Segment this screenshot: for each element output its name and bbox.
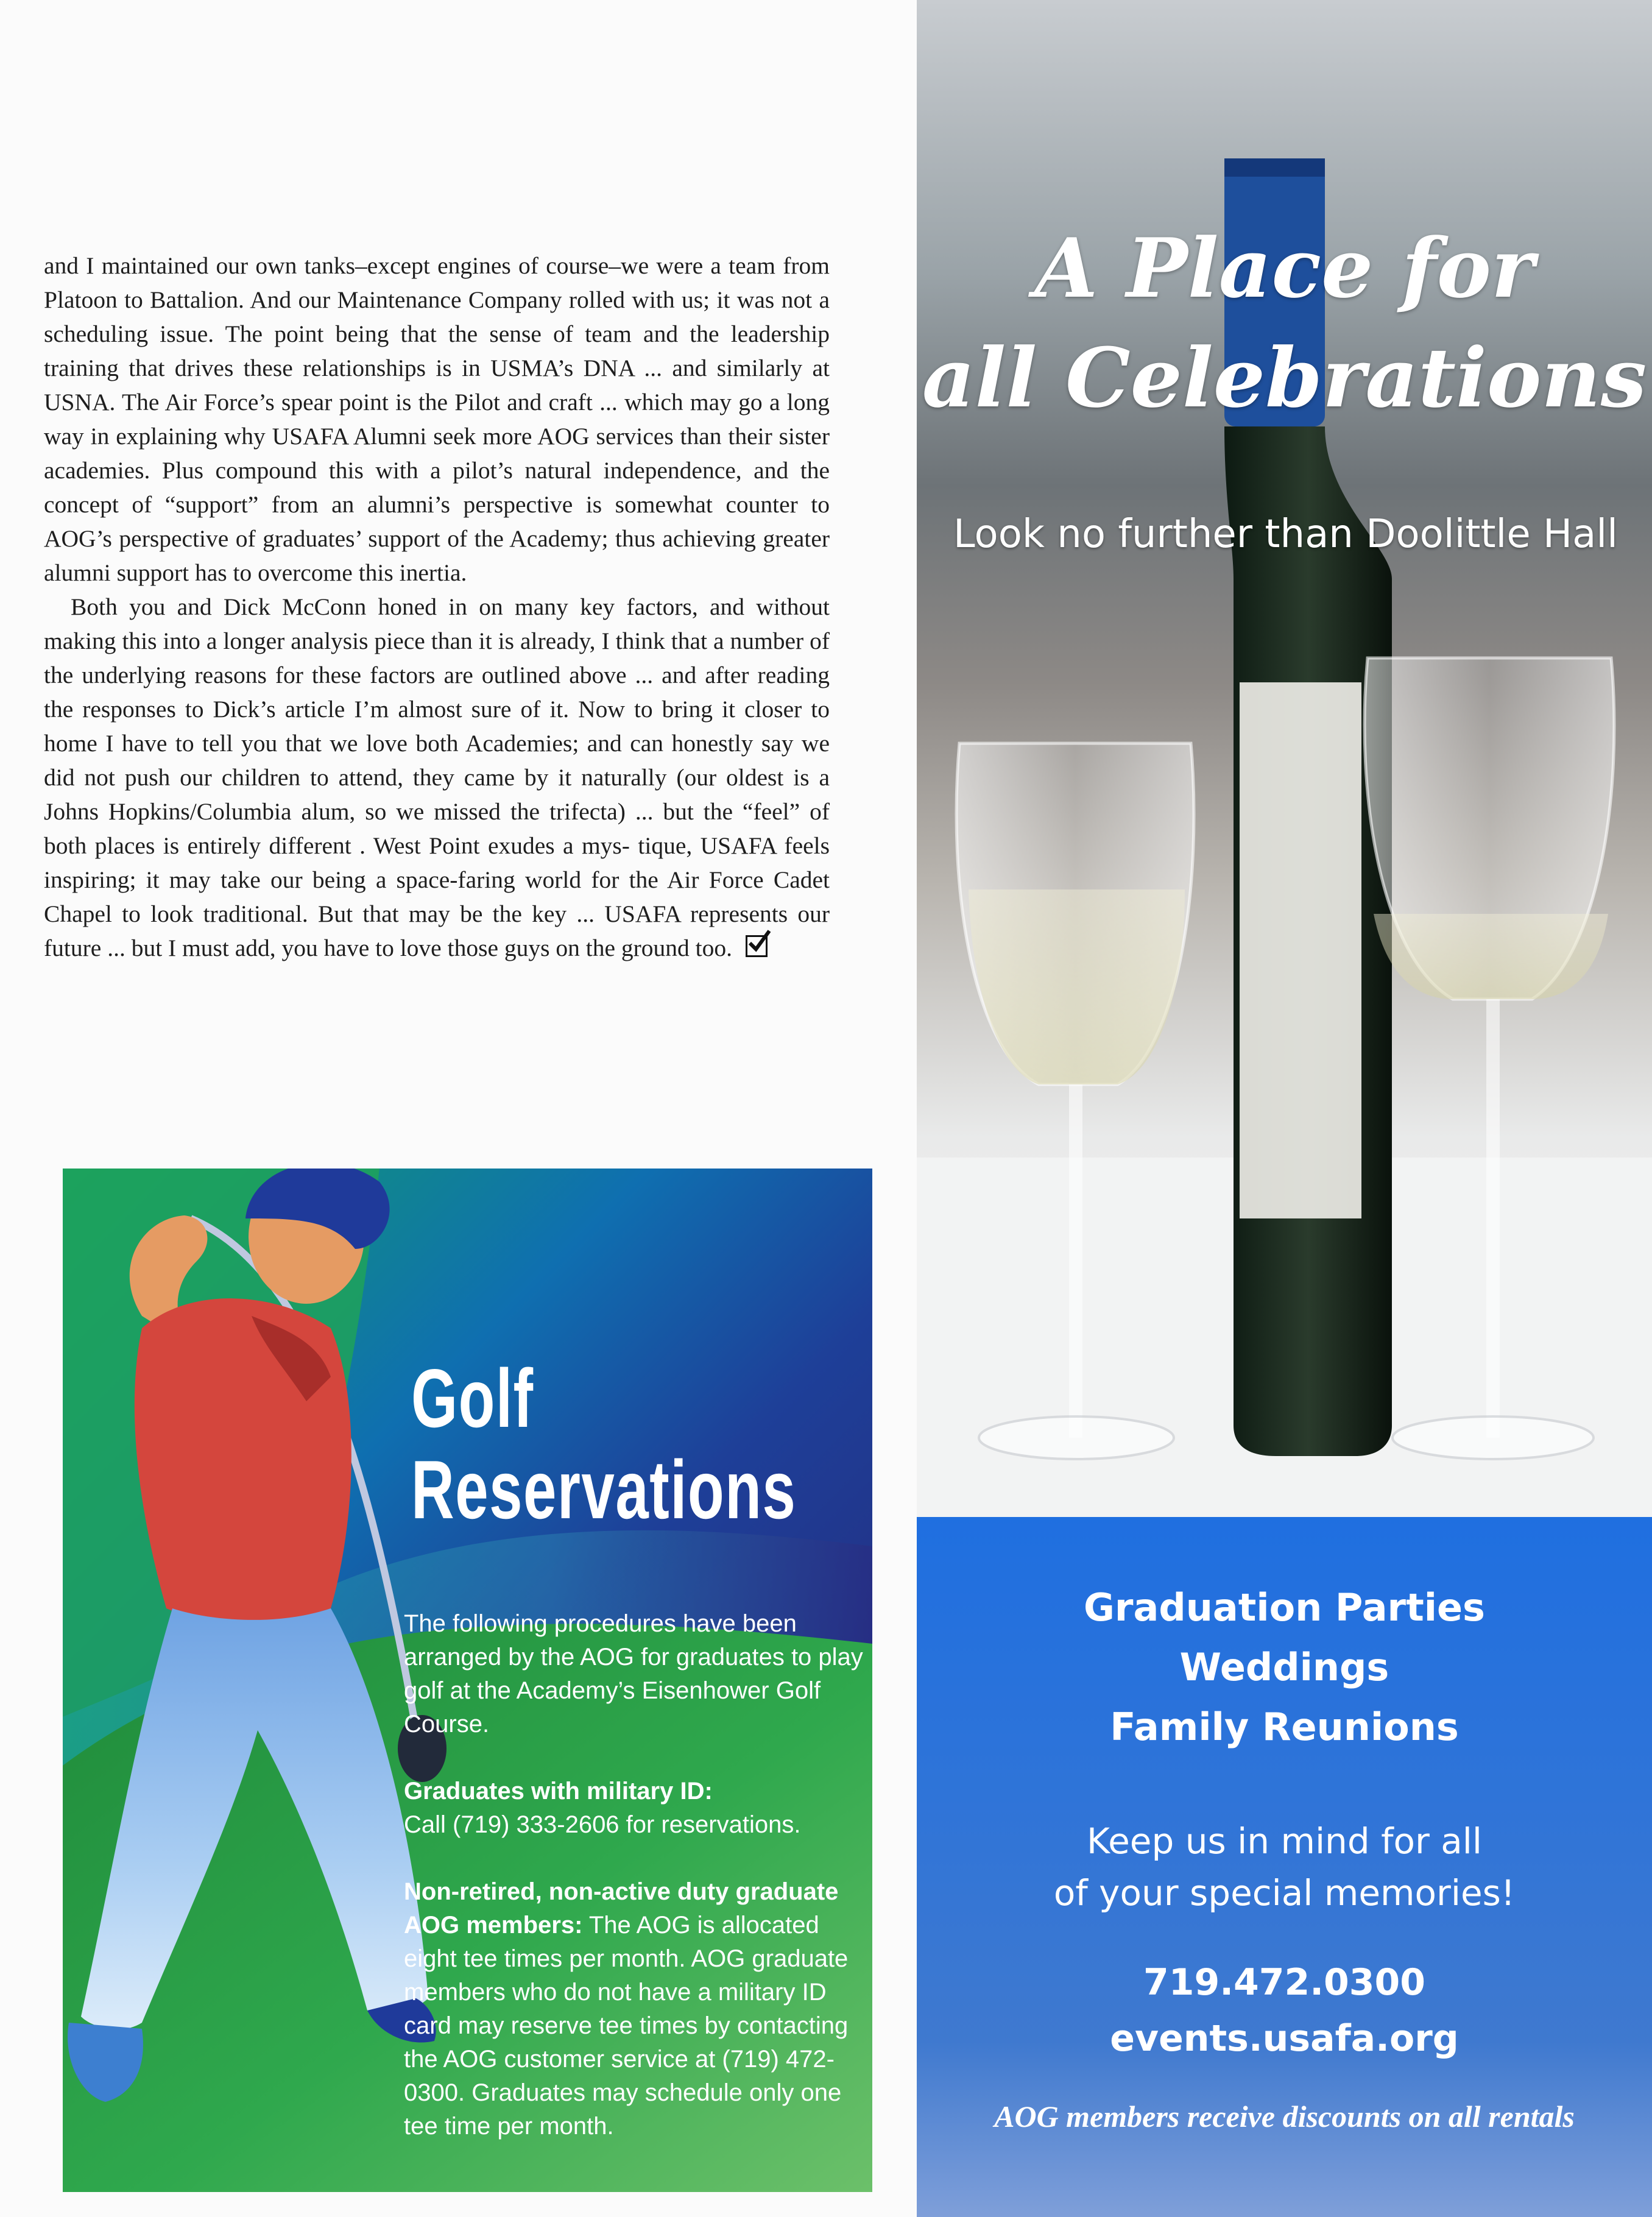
- golf-ad-nonretired-heading: Non-retired, non-active duty graduate AOG members:: [404, 1878, 839, 1939]
- article-text: [44, 249, 830, 965]
- golf-ad-body: [404, 1607, 867, 2177]
- checkbox-check-icon: [746, 935, 768, 957]
- ad-headline: A Place for all Celebrations: [922, 220, 1647, 426]
- article-line: Both you and Dick McConn honed in on many key factors, and: [71, 593, 757, 620]
- article-line: Johns Hopkins/Columbia alum, so we missed the trifecta) ... but the: [44, 798, 743, 825]
- ad-subheadline: Look no further than Doolittle Hall: [953, 512, 1618, 557]
- article-line: the leadership training that drives these relationships is in USMA’s DNA: [44, 320, 830, 381]
- article-line: push our children to attend, they came by it naturally (our oldest is a: [124, 764, 830, 791]
- website-link[interactable]: events.usafa.org: [1110, 2017, 1459, 2060]
- article-line: ... which may go a long way in explaining why USAFA Alumni seek more: [44, 389, 830, 450]
- golf-ad-nonretired-section: [404, 1875, 867, 2143]
- event-types-list: [917, 1578, 1652, 1757]
- golf-reservations-ad: [63, 1169, 872, 2192]
- article-line: natural independence, and the concept of “support” from an alumni’s: [44, 457, 830, 518]
- article-line: AOG services than their sister academies. Plus compound this with a pilot’s: [44, 423, 830, 484]
- article-line: outlined above ... and after reading the responses to Dick’s article: [44, 662, 830, 723]
- golf-ad-military-heading: Graduates with military ID:: [404, 1778, 713, 1805]
- contact-info: [917, 1954, 1652, 2067]
- article-line: “feel” of both places is entirely different . West Point exudes a mys-: [44, 798, 830, 859]
- article-line: tique, USAFA feels inspiring; it may take our being a space-faring: [44, 832, 830, 893]
- article-line: this inertia.: [358, 559, 467, 586]
- article-line: without making this into a longer analysis piece than it is already, I: [44, 593, 830, 654]
- article-line: you that we love both Academies; and can honestly say we did not: [44, 730, 830, 791]
- golf-ad-military-text: Call (719) 333-2606 for reservations.: [404, 1811, 801, 1838]
- article-line: world for the Air Force Cadet Chapel to look traditional. But that: [44, 866, 830, 927]
- event-type-item: Weddings: [1179, 1645, 1389, 1689]
- events-info-panel: [917, 1517, 1652, 2217]
- keep-in-mind-text: Keep us in mind for all of your special memories!: [1053, 1820, 1516, 1914]
- golf-ad-military-section: [404, 1775, 867, 1842]
- article-line: may be the key ... USAFA represents our future ... but I must add,: [44, 900, 830, 961]
- phone-number: 719.472.0300: [1143, 1961, 1426, 2004]
- golf-ad-nonretired-text: The AOG is allocated eight tee times per month. AOG graduate members who do not have a military ID card may reserve tee times by contacting the AOG customer service at (719) 472-0300. Graduates may schedule only one tee time per month.: [404, 1912, 849, 2140]
- member-discount-note: AOG members receive discounts on all rentals: [994, 2099, 1575, 2134]
- golf-ad-title: Golf Reservations: [411, 1352, 797, 1536]
- event-type-item: Family Reunions: [1110, 1705, 1459, 1749]
- article-line: think that a number of the underlying reasons for these factors are: [44, 628, 830, 688]
- article-paragraph-2: [44, 590, 830, 965]
- article-line: perspective is somewhat counter to AOG’s perspective of graduates’ support: [44, 491, 830, 552]
- event-type-item: Graduation Parties: [1084, 1585, 1485, 1630]
- article-line: from Platoon to Battalion. And our Maintenance Company rolled with us;: [44, 252, 830, 313]
- article-line: ... and similarly at USNA. The Air Force’s spear point is the Pilot and craft: [44, 355, 830, 415]
- article-line: I’m almost sure of it. Now to bring it closer to home I have to tell: [44, 696, 830, 757]
- article-line: of the Academy; thus achieving greater alumni support has to overcome: [44, 525, 830, 586]
- golf-ad-intro: The following procedures have been arranged by the AOG for graduates to play golf at the Academy’s Eisenhower Golf Course.: [404, 1610, 863, 1738]
- article-line: and I maintained our own tanks–except engines of course–we were a team: [44, 252, 783, 279]
- wine-bottle-and-glasses-photo: [917, 0, 1652, 1517]
- article-line: you have to love those guys on the ground too.: [281, 935, 732, 961]
- article-line: it was not a scheduling issue. The point being that the sense of team and: [44, 286, 830, 347]
- article-paragraph-1: [44, 249, 830, 590]
- doolittle-hall-ad: [917, 0, 1652, 2217]
